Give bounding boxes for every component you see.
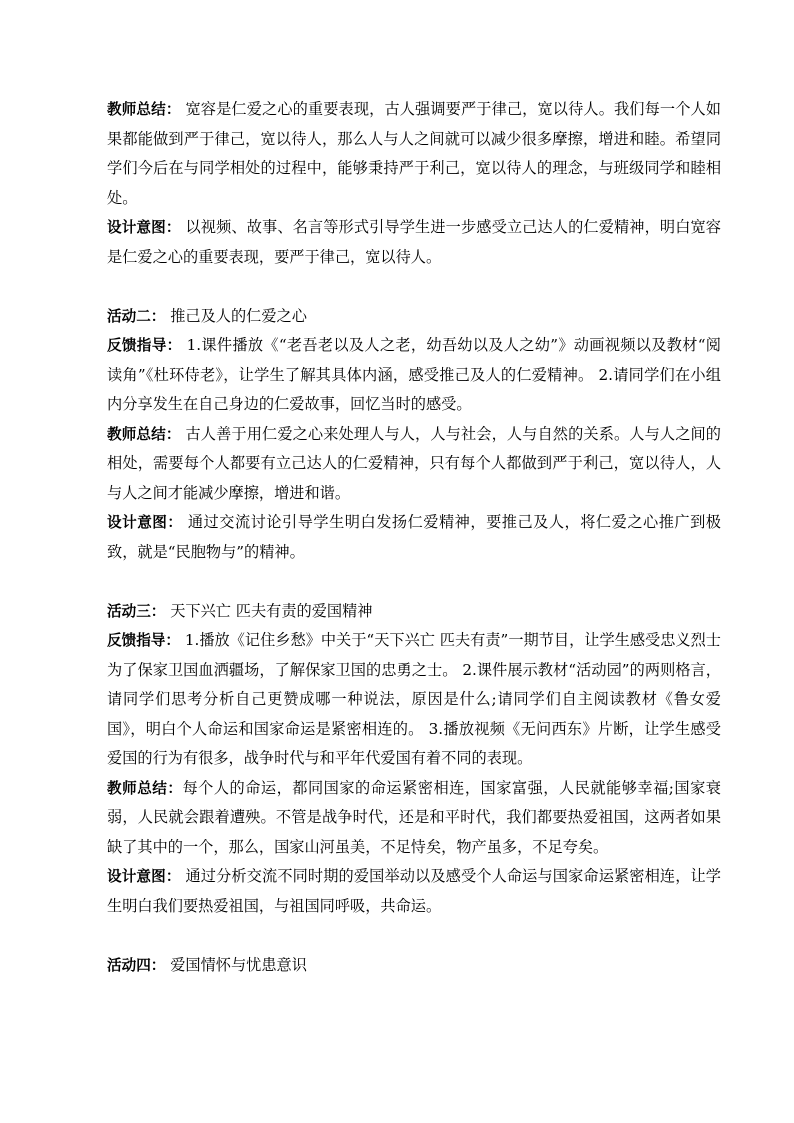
- document-body: [107, 95, 721, 980]
- design-intent-text: 通过交流讨论引导学生明白发扬仁爱精神，要推己及人，将仁爱之心推广到极致，就是“民胞物与”的精神。: [107, 513, 721, 561]
- activity-two-title: 推己及人的仁爱之心: [165, 306, 307, 325]
- design-intent-text: 以视频、故事、名言等形式引导学生进一步感受立己达人的仁爱精神，明白宽容是仁爱之心的重要表现，要严于律己，宽以待人。: [107, 218, 721, 266]
- teacher-summary-label: 教师总结：: [107, 101, 181, 118]
- teacher-summary-paragraph: [107, 774, 721, 863]
- activity-two-label: 活动二：: [107, 307, 166, 325]
- teacher-summary-text: 每个人的命运，都同国家的命运紧密相连，国家富强，人民就能够幸福;国家衰弱，人民就会跟着遭殃。不管是战争时代，还是和平时代，我们都要热爱祖国，这两者如果缺了其中的一个，那么，国家山河虽美，不足恃矣，物产虽多，不足夸矣。: [107, 778, 721, 856]
- teacher-summary-text: 古人善于用仁爱之心来处理人与人，人与社会，人与自然的关系。人与人之间的相处，需要每个人都要有立己达人的仁爱精神，只有每个人都做到严于利己，宽以待人，人与人之间才能减少摩擦，增进和谐。: [107, 424, 721, 502]
- teacher-summary-label: 教师总结：: [107, 425, 181, 443]
- activity-four-heading: [107, 951, 721, 981]
- design-intent-paragraph: [107, 508, 721, 567]
- activity-four-title: 爱国情怀与忧患意识: [165, 955, 307, 974]
- feedback-guidance-paragraph: [107, 626, 721, 774]
- design-intent-label: 设计意图：: [107, 219, 181, 236]
- feedback-guidance-paragraph: [107, 331, 721, 420]
- design-intent-paragraph: [107, 213, 721, 272]
- teacher-summary-label: 教师总结：: [107, 779, 183, 797]
- design-intent-label: 设计意图：: [107, 868, 181, 885]
- feedback-guidance-label: 反馈指导：: [107, 632, 180, 649]
- activity-three-heading: [107, 597, 721, 627]
- activity-three-label: 活动三：: [107, 602, 166, 620]
- activity-four-label: 活动四：: [107, 956, 166, 974]
- design-intent-text: 通过分析交流不同时期的爱国举动以及感受个人命运与国家命运紧密相连，让学生明白我们要热爱祖国，与祖国同呼吸，共命运。: [107, 867, 721, 915]
- teacher-summary-paragraph: [107, 420, 721, 509]
- feedback-guidance-label: 反馈指导：: [107, 337, 182, 354]
- activity-two-heading: [107, 302, 721, 332]
- teacher-summary-paragraph: [107, 95, 721, 213]
- teacher-summary-text: 宽容是仁爱之心的重要表现，古人强调要严于律己，宽以待人。我们每一个人如果都能做到严于律己，宽以待人，那么人与人之间就可以减少很多摩擦，增进和睦。希望同学们今后在与同学相处的过程中，能够秉持严于利己，宽以待人的理念，与班级同学和睦相处。: [107, 100, 721, 207]
- design-intent-paragraph: [107, 862, 721, 921]
- feedback-guidance-text: 1.课件播放《“老吾老以及人之老，幼吾幼以及人之幼”》动画视频以及教材“阅读角”《杜环侍老》，让学生了解其具体内涵，感受推己及人的仁爱精神。 2.请同学们在小组内分享发生在自己身边的仁爱故事，回忆当时的感受。: [107, 336, 721, 413]
- feedback-guidance-text: 1.播放《记住乡愁》中关于“天下兴亡 匹夫有责”一期节目，让学生感受忠义烈士为了保家卫国血洒疆场，了解保家卫国的忠勇之士。 2.课件展示教材“活动园”的两则格言，请同学们思考分析自己更赞成哪一种说法，原因是什么;请同学们自主阅读教材《鲁女爱国》，明白个人命运和国家命运是紧密相连的。 3.播放视频《无问西东》片断，让学生感受爱国的行为有很多，战争时代与和平年代爱国有着不同的表现。: [107, 631, 721, 767]
- design-intent-label: 设计意图：: [107, 514, 183, 531]
- activity-three-title: 天下兴亡 匹夫有责的爱国精神: [165, 601, 373, 620]
